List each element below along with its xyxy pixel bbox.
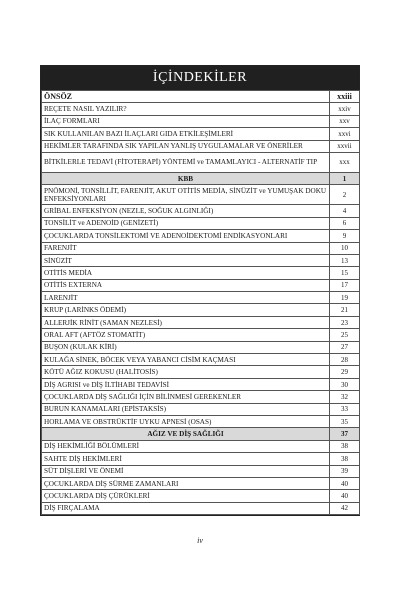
toc-entry-title: BUŞON (KULAK KİRİ) <box>42 341 330 353</box>
toc-entry-title: DİŞ AGRISI ve DİŞ İLTİHABI TEDAVİSİ <box>42 378 330 390</box>
toc-entry-title: KRUP (LARİNKS ÖDEMİ) <box>42 304 330 316</box>
toc-entry-row <box>42 103 360 115</box>
toc-page-number: xxv <box>330 115 360 127</box>
toc-entry-row <box>42 279 360 291</box>
toc-entry-row <box>42 140 360 152</box>
toc-page-number: 37 <box>330 428 360 440</box>
toc-entry-row <box>42 217 360 229</box>
toc-section-row <box>42 428 360 440</box>
toc-page-number: 33 <box>330 403 360 415</box>
toc-entry-row <box>42 415 360 427</box>
toc-entry-title: KÖTÜ AĞIZ KOKUSU (HALİTOSİS) <box>42 366 330 378</box>
toc-entry-title: LARENJİT <box>42 292 330 304</box>
toc-page-number: 40 <box>330 490 360 502</box>
toc-entry-title: ÇOCUKLARDA TONSİLEKTOMİ VE ADENOİDEKTOMİ ENDİKASYONLARI <box>42 230 330 242</box>
toc-entry-row <box>42 391 360 403</box>
toc-entry-title: TONSİLİT ve ADENOİD (GENİZETİ) <box>42 217 330 229</box>
toc-page-number: 9 <box>330 230 360 242</box>
toc-entry-title: İLAÇ FORMLARI <box>42 115 330 127</box>
toc-section-title: AĞIZ VE DİŞ SAĞLIĞI <box>42 428 330 440</box>
toc-page-number: 42 <box>330 502 360 514</box>
toc-page-number: 10 <box>330 242 360 254</box>
toc-entry-row <box>42 316 360 328</box>
toc-entry-title: ÇOCUKLARDA DİŞ ÇÜRÜKLERİ <box>42 490 330 502</box>
toc-entry-title: HORLAMA VE OBSTRÜKTİF UYKU APNESİ (OSAS) <box>42 415 330 427</box>
toc-page-number: 4 <box>330 205 360 217</box>
toc-page-number: 28 <box>330 354 360 366</box>
toc-entry-row <box>42 329 360 341</box>
toc-entry-title: OTİTİS EXTERNA <box>42 279 330 291</box>
toc-section-title: KBB <box>42 172 330 184</box>
toc-page-number: 35 <box>330 415 360 427</box>
toc-entry-row <box>42 403 360 415</box>
toc-entry-row <box>42 292 360 304</box>
toc-page-number: xxiv <box>330 103 360 115</box>
toc-page-number: xxvii <box>330 140 360 152</box>
toc-page-number: 23 <box>330 316 360 328</box>
toc-page-number: 32 <box>330 391 360 403</box>
toc-entry-row <box>42 152 360 172</box>
toc-entry-title: DİŞ FIRÇALAMA <box>42 502 330 514</box>
toc-page-number: 13 <box>330 254 360 266</box>
toc-entry-row <box>42 453 360 465</box>
toc-entry-row <box>42 440 360 452</box>
toc-entry-title: ORAL AFT (AFTÖZ STOMATİT) <box>42 329 330 341</box>
toc-page-number: xxx <box>330 152 360 172</box>
toc-entry-title: OTİTİS MEDİA <box>42 267 330 279</box>
toc-entry-row <box>42 378 360 390</box>
toc-entry-row <box>42 91 360 103</box>
toc-entry-row <box>42 490 360 502</box>
toc-entry-title: ÖNSÖZ <box>42 91 330 103</box>
toc-entry-title: KULAĞA SİNEK, BÖCEK VEYA YABANCI CİSİM KAÇMASI <box>42 354 330 366</box>
toc-page-number: 21 <box>330 304 360 316</box>
toc-entry-row <box>42 185 360 205</box>
toc-page-number: 19 <box>330 292 360 304</box>
toc-header: İÇİNDEKİLER <box>41 66 359 90</box>
toc-entry-title: GRİBAL ENFEKSİYON (NEZLE, SOĞUK ALGINLIĞI) <box>42 205 330 217</box>
toc-entry-title: SIK KULLANILAN BAZI İLAÇLARI GIDA ETKİLEŞİMLERİ <box>42 128 330 140</box>
toc-entry-row <box>42 254 360 266</box>
toc-entry-title: BURUN KANAMALARI (EPİSTAKSİS) <box>42 403 330 415</box>
toc-entry-row <box>42 267 360 279</box>
toc-entry-title: FARENJİT <box>42 242 330 254</box>
toc-page-number: 1 <box>330 172 360 184</box>
toc-page-number: 29 <box>330 366 360 378</box>
toc-entry-row <box>42 354 360 366</box>
toc-page-number: 25 <box>330 329 360 341</box>
toc-entry-row <box>42 465 360 477</box>
toc-page-number: 40 <box>330 477 360 489</box>
toc-entry-title: HEKİMLER TARAFINDA SIK YAPILAN YANLIŞ UYGULAMALAR VE ÖNERİLER <box>42 140 330 152</box>
toc-page-number: 30 <box>330 378 360 390</box>
toc-page-number: 6 <box>330 217 360 229</box>
toc-entry-title: ÇOCUKLARDA DİŞ SÜRME ZAMANLARI <box>42 477 330 489</box>
toc-page-number: 15 <box>330 267 360 279</box>
toc-page-number: 27 <box>330 341 360 353</box>
toc-entry-row <box>42 341 360 353</box>
toc-entry-row <box>42 115 360 127</box>
toc-entry-row <box>42 502 360 514</box>
toc-entry-row <box>42 242 360 254</box>
toc-entry-title: BİTKİLERLE TEDAVİ (FİTOTERAPİ) YÖNTEMİ ve TAMAMLAYICI - ALTERNATİF TIP <box>42 152 330 172</box>
toc-entry-title: ÇOCUKLARDA DİŞ SAĞLIĞI İÇİN BİLİNMESİ GEREKENLER <box>42 391 330 403</box>
toc-section-row <box>42 172 360 184</box>
toc-table <box>41 90 360 515</box>
toc-page-number: 2 <box>330 185 360 205</box>
toc-entry-row <box>42 230 360 242</box>
toc-page-number: xxvi <box>330 128 360 140</box>
toc-entry-title: SAHTE DİŞ HEKİMLERİ <box>42 453 330 465</box>
toc-entry-title: SÜT DİŞLERİ VE ÖNEMİ <box>42 465 330 477</box>
table-of-contents <box>40 65 360 516</box>
toc-page-number: 38 <box>330 453 360 465</box>
toc-entry-title: PNÖMONİ, TONSİLLİT, FARENJİT, AKUT OTİTİS MEDİA, SİNÜZİT ve YUMUŞAK DOKU ENFEKSİYONLARI <box>42 185 330 205</box>
toc-entry-title: DİŞ HEKİMLİĞİ BÖLÜMLERİ <box>42 440 330 452</box>
toc-entry-row <box>42 128 360 140</box>
toc-entry-row <box>42 477 360 489</box>
toc-body <box>42 91 360 515</box>
toc-page-number: 39 <box>330 465 360 477</box>
toc-entry-title: ALLERJİK RİNİT (SAMAN NEZLESİ) <box>42 316 330 328</box>
toc-page-number: 17 <box>330 279 360 291</box>
toc-entry-row <box>42 366 360 378</box>
toc-entry-row <box>42 205 360 217</box>
toc-entry-row <box>42 304 360 316</box>
toc-page-number: xxiii <box>330 91 360 103</box>
toc-entry-title: REÇETE NASIL YAZILIR? <box>42 103 330 115</box>
page-number: iv <box>197 536 203 545</box>
toc-page-number: 38 <box>330 440 360 452</box>
toc-entry-title: SİNÜZİT <box>42 254 330 266</box>
